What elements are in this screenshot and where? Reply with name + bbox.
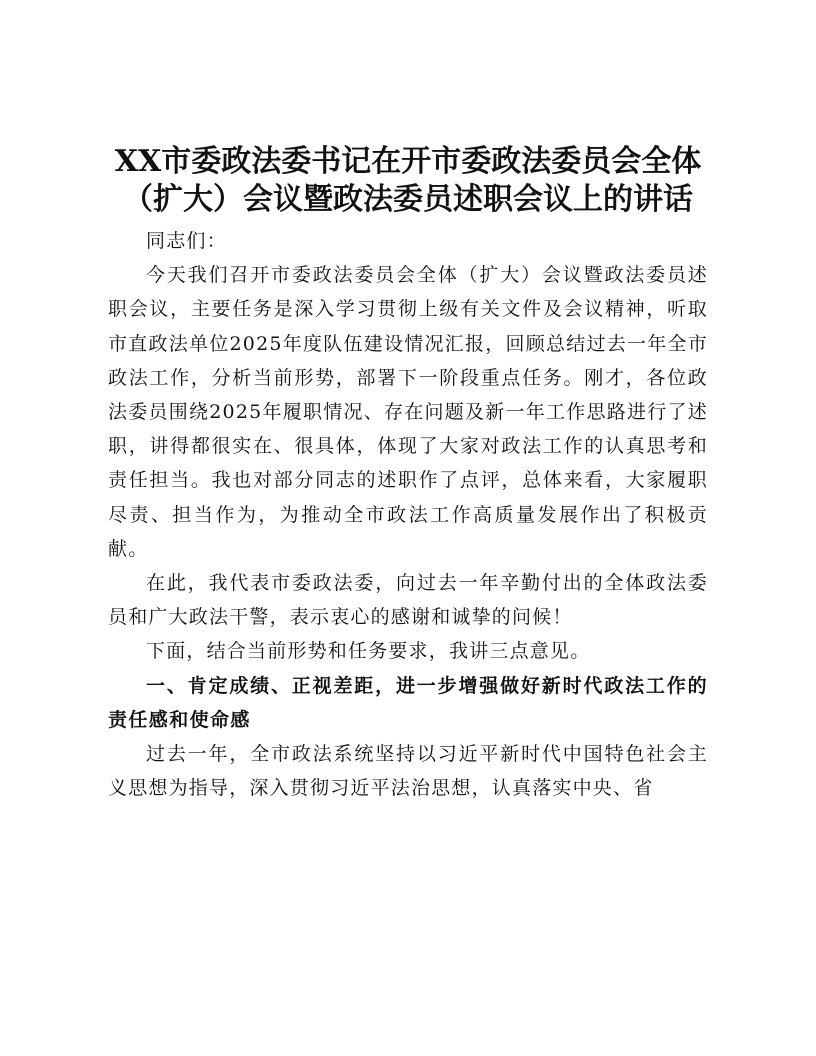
document-page [108, 143, 708, 805]
salutation: 同志们： [146, 230, 227, 252]
title-line-2: （扩大）会议暨政法委员述职会议上的讲话 [123, 182, 693, 217]
paragraph-thanks: 在此，我代表市委政法委，向过去一年辛勤付出的全体政法委员和广大政法干警，表示衷心的感谢和诚挚的问候！ [108, 572, 708, 629]
document-body [108, 224, 708, 805]
paragraph-outline: 下面，结合当前形势和任务要求，我讲三点意见。 [146, 640, 591, 663]
title-line-1: XX市委政法委书记在开市委政法委员会全体 [114, 144, 702, 179]
paragraph-intro: 今天我们召开市委政法委员会全体（扩大）会议暨政法委员述职会议，主要任务是深入学习贯彻上级有关文件及会议精神，听取市直政法单位2025年度队伍建设情况汇报，回顾总结过去一年全市政法工作，分析当前形势，部署下一阶段重点任务。刚才，各位政法委员围绕2025年履职情况、存在问题及新一年工作思路进行了述职，讲得都很实在、很具体，体现了大家对政法工作的认真思考和责任担当。我也对部分同志的述职作了点评，总体来看，大家履职尽责、担当作为，为推动全市政法工作高质量发展作出了积极贡献。 [108, 264, 708, 560]
document-title [108, 143, 708, 219]
paragraph-review: 过去一年，全市政法系统坚持以习近平新时代中国特色社会主义思想为指导，深入贯彻习近平法治思想，认真落实中央、省 [108, 743, 708, 800]
section-heading-1: 一、肯定成绩、正视差距，进一步增强做好新时代政法工作的责任感和使命感 [108, 674, 708, 731]
